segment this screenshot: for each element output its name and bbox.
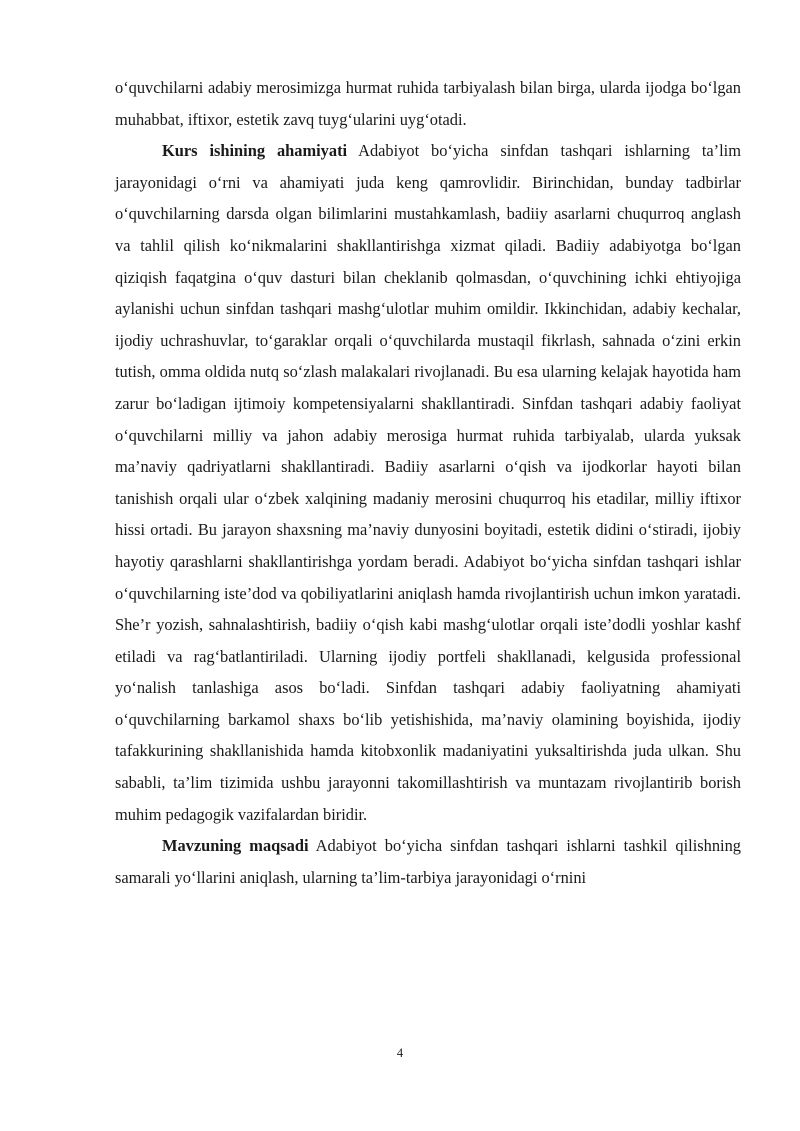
paragraph-course-significance — [115, 135, 741, 830]
section-heading-significance: Kurs ishining ahamiyati — [162, 141, 348, 161]
paragraph-text: o‘quvchilarni adabiy merosimizga hurmat ruhida tarbiyalash bilan birga, ularda ijodga bo‘lgan muhabbat, iftixor, estetik zavq tuyg‘ularini uyg‘otadi. — [115, 78, 741, 129]
paragraph-text: Adabiyot bo‘yicha sinfdan tashqari ishlarni tashkil qilishning samarali yo‘llarini aniqlash, ularning ta’lim-tarbiya jarayonidagi o‘rnini — [115, 836, 741, 887]
paragraph-intro-continuation — [115, 72, 741, 135]
paragraph-text: Adabiyot bo‘yicha sinfdan tashqari ishlarning ta’lim jarayonidagi o‘rni va ahamiyati juda keng qamrovlidir. Birinchidan, bunday tadbirlar o‘quvchilarning darsda olgan bilimlarini mustahkamlash, badiiy asarlarni chuqurroq anglash va tahlil qilish ko‘nikmalarini shakllantirishga xizmat qiladi. Badiiy adabiyotga bo‘lgan qiziqish faqatgina o‘quv dasturi bilan cheklanib qolmasdan, o‘quvchining ichki ehtiyojiga aylanishi uchun sinfdan tashqari mashg‘ulotlar muhim omildir. Ikkinchidan, adabiy kechalar, ijodiy uchrashuvlar, to‘garaklar orqali o‘quvchilarda mustaqil fikrlash, sahnada o‘zini erkin tutish, omma oldida nutq so‘zlash malakalari rivojlanadi. Bu esa ularning kelajak hayotida ham zarur bo‘ladigan ijtimoiy kompetensiyalarni shakllantiradi. Sinfdan tashqari adabiy faoliyat o‘quvchilarni milliy va jahon adabiy merosiga hurmat ruhida tarbiyalab, ularda yuksak ma’naviy qadriyatlarni shakllantiradi. Badiiy asarlarni o‘qish va ijodkorlar hayoti bilan tanishish orqali ular o‘zbek xalqining madaniy merosini chuqurroq his etadilar, milliy iftixor hissi ortadi. Bu jarayon shaxsning ma’naviy dunyosini boyitadi, estetik didini o‘stiradi, ijobiy hayotiy qarashlarni shakllantirishga yordam beradi. Adabiyot bo‘yicha sinfdan tashqari ishlar o‘quvchilarning iste’dod va qobiliyatlarini aniqlash hamda rivojlantirish uchun imkon yaratadi. She’r yozish, sahnalashtirish, badiiy o‘qish kabi mashg‘ulotlar orqali iste’dodli yoshlar kashf etiladi va rag‘batlantiriladi. Ularning ijodiy portfeli shakllanadi, kelgusida professional yo‘nalish tanlashiga asos bo‘ladi. Sinfdan tashqari adabiy faoliyatning ahamiyati o‘quvchilarning barkamol shaxs bo‘lib yetishishida, ma’naviy olamining boyishida, ijodiy tafakkurining shakllanishida hamda kitobxonlik madaniyatini yuksaltirishda juda ulkan. Shu sababli, ta’lim tizimida ushbu jarayonni takomillashtirish va muntazam rivojlantirib borish muhim pedagogik vazifalardan biridir. — [115, 141, 741, 824]
paragraph-topic-goal — [115, 830, 741, 893]
page-number: 4 — [396, 1046, 404, 1060]
section-heading-goal: Mavzuning maqsadi — [162, 836, 309, 856]
document-body — [115, 72, 741, 893]
